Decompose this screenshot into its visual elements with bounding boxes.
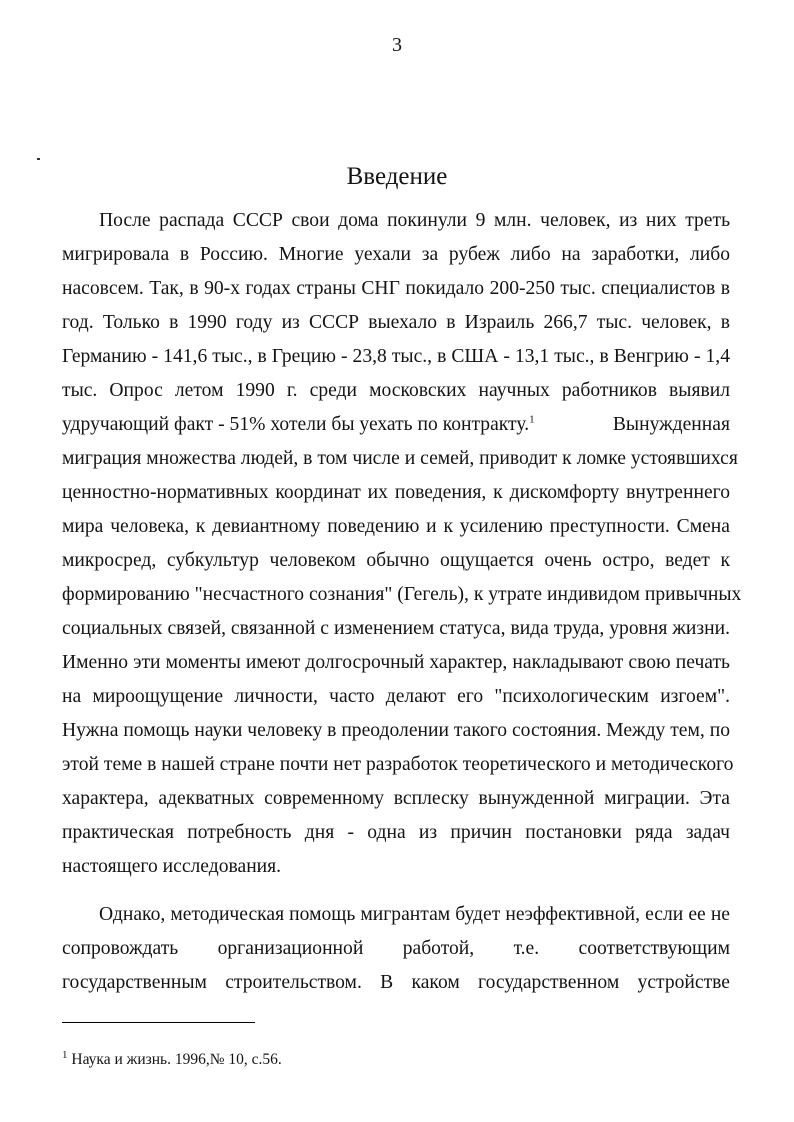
page-number: 3: [392, 34, 402, 56]
text-line: Именно эти моменты имеют долгосрочный характер, накладывают свою печать: [62, 652, 730, 673]
text-line: практическая потребность дня - одна из причин постановки ряда задач: [62, 822, 730, 843]
text-line: этой теме в нашей стране почти нет разработок теоретического и методического: [62, 754, 734, 775]
text-line: мира человека, к девиантному поведению и к усилению преступности. Смена: [62, 516, 730, 537]
scan-speck: [37, 158, 40, 160]
footnote-text: Наука и жизнь. 1996,№ 10, с.56.: [71, 1051, 282, 1068]
text-line: на мироощущение личности, часто делают его "психологическим изгоем".: [62, 686, 730, 707]
text-line: государственным строительством. В каком государственном устройстве: [62, 972, 730, 993]
text-line-with-footnote: [62, 408, 730, 442]
text-line: Однако, методическая помощь мигрантам будет неэффективной, если ее не: [99, 904, 730, 925]
text-line: мигрировала в Россию. Многие уехали за рубеж либо на заработки, либо: [62, 244, 730, 265]
text-line: сопровождать организационной работой, т.е. соответствующим: [62, 938, 730, 959]
text-line: год. Только в 1990 году из СССР выехало в Израиль 266,7 тыс. человек, в: [62, 312, 730, 333]
text-line: микросред, субкультур человеком обычно ощущается очень остро, ведет к: [62, 550, 730, 571]
text-line: социальных связей, связанной с изменением статуса, вида труда, уровня жизни.: [62, 618, 730, 639]
paragraph-gap: [62, 884, 730, 898]
text-line: тыс. Опрос летом 1990 г. среди московских научных работников выявил: [62, 380, 730, 401]
footnote-marker: 1: [62, 1048, 68, 1061]
text-line: ценностно-нормативных координат их поведения, к дискомфорту внутреннего: [62, 482, 730, 503]
text-line: миграция множества людей, в том числе и семей, приводит к ломке устоявшихся: [62, 448, 738, 469]
text-fragment: удручающий факт - 51% хотели бы уехать по контракту.$^1$: [62, 413, 535, 435]
text-line: насовсем. Так, в 90-х годах страны СНГ покидало 200-250 тыс. специалистов в: [62, 278, 730, 299]
page-title: Введение: [346, 163, 448, 190]
text-line: После распада СССР свои дома покинули 9 млн. человек, из них треть: [99, 210, 730, 231]
footnote-reference[interactable]: 1: [529, 413, 535, 426]
body-text: [62, 204, 742, 1000]
text-fragment: Вынужденная: [612, 414, 730, 435]
text-line: Германию - 141,6 тыс., в Грецию - 23,8 тыс., в США - 13,1 тыс., в Венгрию - 1,4: [62, 346, 730, 367]
footnote-divider: [62, 1022, 255, 1023]
footnote: [62, 1048, 282, 1069]
text-line: формированию "несчастного сознания" (Гегель), к утрате индивидом привычных: [62, 584, 742, 605]
text-line: Нужна помощь науки человеку в преодолении такого состояния. Между тем, по: [62, 720, 730, 741]
text-line: настоящего исследования.: [62, 856, 282, 877]
text-line: характера, адекватных современному всплеску вынужденной миграции. Эта: [62, 788, 730, 809]
